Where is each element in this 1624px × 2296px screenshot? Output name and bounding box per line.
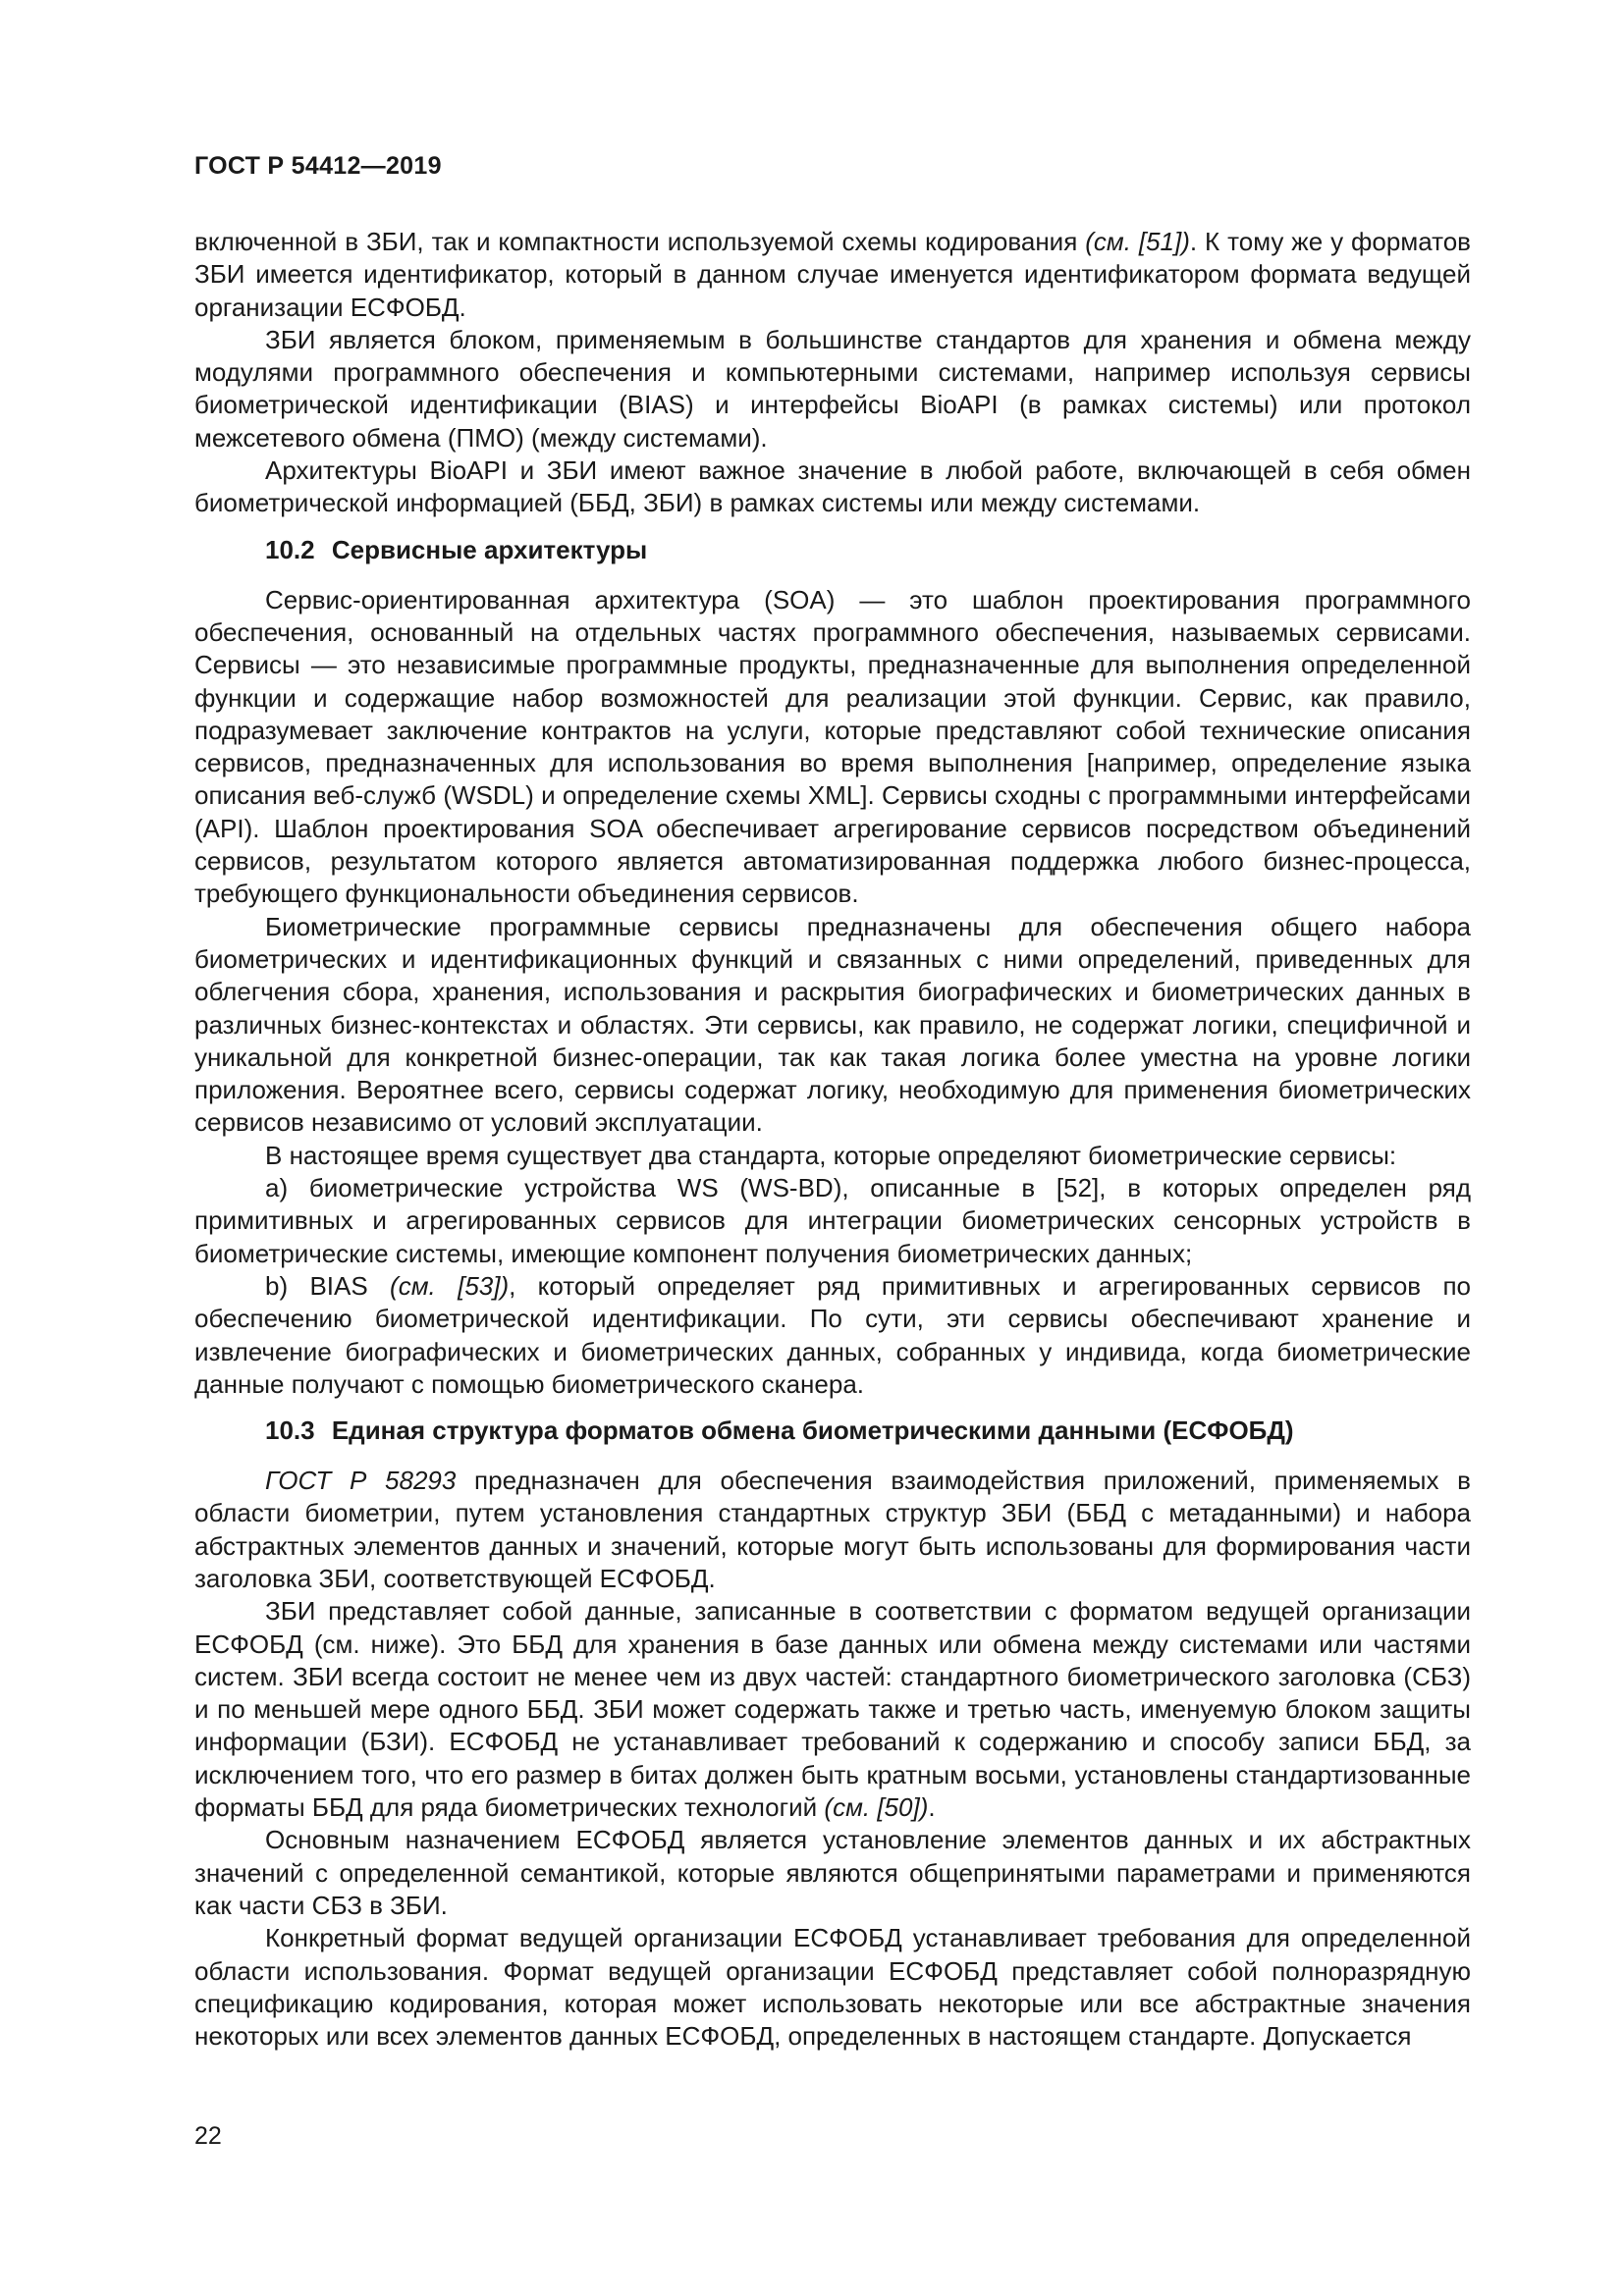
standard-header: ГОСТ Р 54412—2019 (194, 152, 442, 180)
section-number: 10.3 (265, 1415, 315, 1446)
paragraph: включенной в ЗБИ, так и компактности используемой схемы кодирования (см. [51]). К тому же у форматов ЗБИ имеется идентификатор, который в данном случае именуется идентификатором формата ведущей организации ЕСФОБД. (194, 227, 1471, 322)
paragraph: Конкретный формат ведущей организации ЕСФОБД устанавливает требования для определенной области использования. Формат ведущей организации ЕСФОБД представляет собой полноразрядную спецификацию кодирования, которая может использовать некоторые или все абстрактные значения некоторых или всех элементов данных ЕСФОБД, определенных в настоящем стандарте. Допускается (194, 1923, 1471, 2052)
paragraph: Архитектуры BioAPI и ЗБИ имеют важное значение в любой работе, включающей в себя обмен биометрической информацией (ББД, ЗБИ) в рамках системы или между системами. (194, 455, 1471, 518)
paragraph: Сервис-ориентированная архитектура (SOA) — это шаблон проектирования программного обеспечения, основанный на отдельных частях программного обеспечения, называемых сервисами. Сервисы — это независимые программные продукты, предназначенные для выполнения определенной функции и содержащие набор возможностей для реализации этой функции. Сервис, как правило, подразумевает заключение контрактов на услуги, которые представляют собой технические описания сервисов, предназначенных для использования во время выполнения [например, определение языка описания веб-служб (WSDL) и определение схемы XML]. Сервисы сходны с программными интерфейсами (API). Шаблон проектирования SOA обеспечивает агрегирование сервисов посредством объединений сервисов, результатом которого является автоматизированная поддержка любого бизнес-процесса, требующего функциональности объединения сервисов. (194, 584, 1471, 909)
page-number: 22 (194, 2122, 222, 2150)
reference: (см. [50]) (824, 1792, 929, 1823)
body-text (194, 226, 1471, 2053)
paragraph: ЗБИ является блоком, применяемым в большинстве стандартов для хранения и обмена между модулями программного обеспечения и компьютерными системами, например используя сервисы биометрической идентификации (BIAS) и интерфейсы BioAPI (в рамках системы) или протокол межсетевого обмена (ПМО) (между системами). (194, 324, 1471, 453)
paragraph: ЗБИ представляет собой данные, записанные в соответствии с форматом ведущей организации ЕСФОБД (см. ниже). Это ББД для хранения в базе данных или обмена между системами или частями систем. ЗБИ всегда состоит не менее чем из двух частей: стандартного биометрического заголовка (СБЗ) и по меньшей мере одного ББД. ЗБИ может содержать также и третью часть, именуемую блоком защиты информации (БЗИ). ЕСФОБД не устанавливает требований к содержанию и способу записи ББД, за исключением того, что его размер в битах должен быть кратным восьми, установлены стандартизованные форматы ББД для ряда биометрических технологий (см. [50]). (194, 1596, 1471, 1823)
section-heading-10-3 (194, 1415, 1471, 1447)
paragraph: В настоящее время существует два стандарта, которые определяют биометрические сервисы: (265, 1140, 1397, 1170)
section-title: Сервисные архитектуры (331, 534, 648, 564)
paragraph: Основным назначением ЕСФОБД является установление элементов данных и их абстрактных значений с определенной семантикой, которые являются общепринятыми параметрами и применяются как части СБЗ в ЗБИ. (194, 1825, 1471, 1920)
list-item: a) биометрические устройства WS (WS-BD), описанные в [52], в которых определен ряд примитивных и агрегированных сервисов для интеграции биометрических сенсорных устройств в биометрические системы, имеющие компонент получения биометрических данных; (194, 1173, 1471, 1268)
list-item: b) BIAS (см. [53]), который определяет ряд примитивных и агрегированных сервисов по обеспечению биометрической идентификации. По сути, эти сервисы обеспечивают хранение и извлечение биографических и биометрических данных, собранных у индивида, когда биометрические данные получают с помощью биометрического сканера. (194, 1270, 1471, 1399)
section-number: 10.2 (265, 534, 315, 564)
section-title: Единая структура форматов обмена биометрическими данными (ЕСФОБД) (331, 1415, 1294, 1446)
paragraph: Биометрические программные сервисы предназначены для обеспечения общего набора биометрических и идентификационных функций и связанных с ними определений, приведенных для облегчения сбора, хранения, использования и раскрытия биографических и биометрических данных в различных бизнес-контекстах и областях. Эти сервисы, как правило, не содержат логики, специфичной и уникальной для конкретной бизнес-операции, так как такая логика более уместна на уровне логики приложения. Вероятнее всего, сервисы содержат логику, необходимую для применения биометрических сервисов независимо от условий эксплуатации. (194, 911, 1471, 1138)
paragraph: ГОСТ Р 58293 предназначен для обеспечения взаимодействия приложений, применяемых в области биометрии, путем установления стандартных структур ЗБИ (ББД с метаданными) и набора абстрактных элементов данных и значений, которые могут быть использованы для формирования части заголовка ЗБИ, соответствующей ЕСФОБД. (194, 1466, 1471, 1593)
reference: (см. [53]) (390, 1270, 510, 1301)
reference: ГОСТ Р 58293 (265, 1466, 457, 1496)
reference: (см. [51]) (1085, 227, 1190, 256)
section-heading-10-2 (194, 534, 1471, 566)
